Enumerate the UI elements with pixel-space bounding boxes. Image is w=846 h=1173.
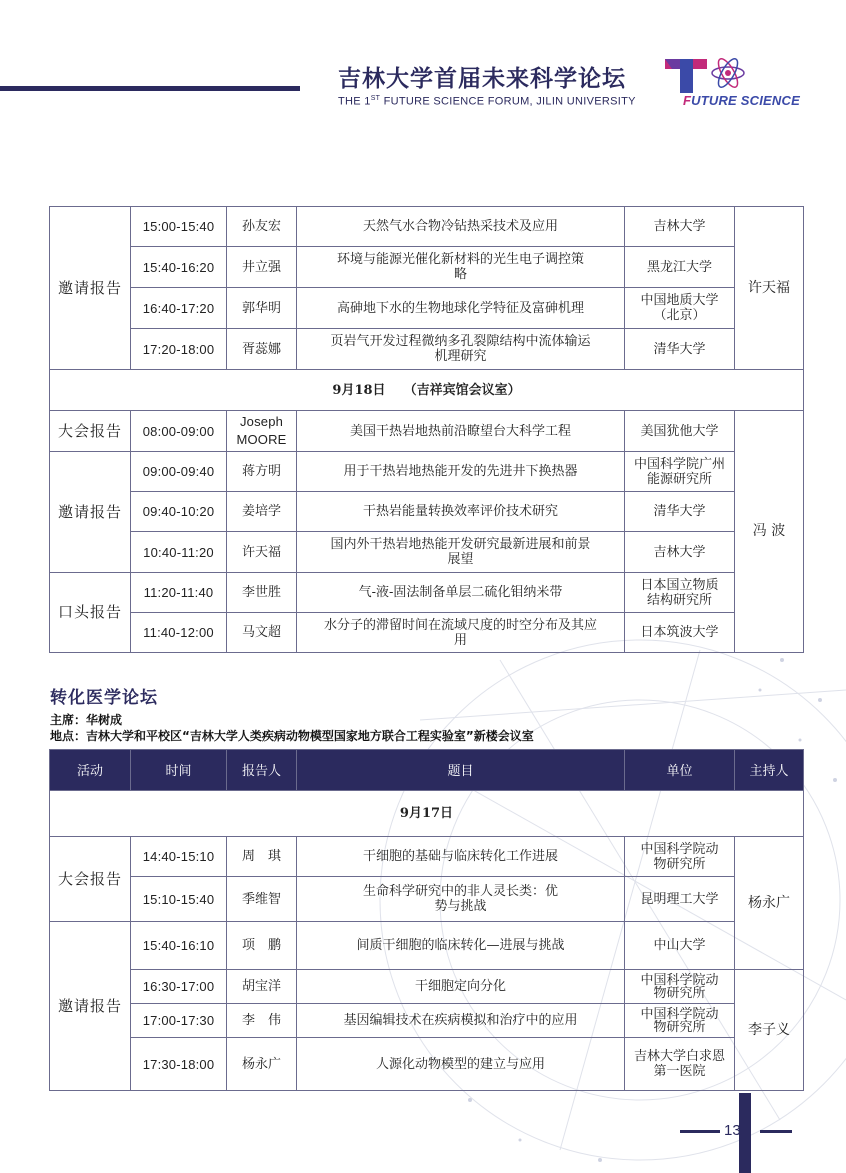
activity-cell: 大会报告 xyxy=(50,837,131,922)
header-accent-bar xyxy=(0,86,300,91)
table-row xyxy=(50,411,804,452)
date-row xyxy=(50,370,804,411)
section-chair: 主席：华树成 xyxy=(50,713,123,727)
unit-cell: 昆明理工大学 xyxy=(625,877,735,922)
speaker-cell: 郭华明 xyxy=(227,288,297,329)
unit-cell: 吉林大学白求恩第一医院 xyxy=(625,1038,735,1091)
topic-cell: 基因编辑技术在疾病模拟和治疗中的应用 xyxy=(297,1004,625,1038)
time-cell: 11:20-11:40 xyxy=(131,573,227,613)
time-cell: 17:20-18:00 xyxy=(131,329,227,370)
page-number-rule-right xyxy=(760,1130,792,1133)
time-cell: 16:40-17:20 xyxy=(131,288,227,329)
speaker-cell: 胥蕊娜 xyxy=(227,329,297,370)
host-cell: 许天福 xyxy=(735,207,804,370)
unit-cell: 日本国立物质结构研究所 xyxy=(625,573,735,613)
topic-cell: 高砷地下水的生物地球化学特征及富砷机理 xyxy=(297,288,625,329)
time-cell: 11:40-12:00 xyxy=(131,613,227,653)
topic-cell: 干细胞定向分化 xyxy=(297,970,625,1004)
host-cell: 冯 波 xyxy=(735,411,804,653)
forum-title: 吉林大学首届未来科学论坛 xyxy=(338,66,626,92)
topic-cell: 国内外干热岩地热能开发研究最新进展和前景展望 xyxy=(297,532,625,573)
time-cell: 14:40-15:10 xyxy=(131,837,227,877)
speaker-cell: 姜培学 xyxy=(227,492,297,532)
speaker-cell: 项 鹏 xyxy=(227,922,297,970)
speaker-cell: 蒋方明 xyxy=(227,452,297,492)
schedule-table-2 xyxy=(49,749,804,1091)
column-header: 活动 xyxy=(50,750,131,791)
logo-wordmark: FUTURE SCIENCE xyxy=(683,93,800,108)
unit-cell: 吉林大学 xyxy=(625,532,735,573)
footer-accent-bar xyxy=(739,1093,751,1173)
unit-cell: 中国科学院动物研究所 xyxy=(625,1004,735,1038)
unit-cell: 中山大学 xyxy=(625,922,735,970)
section-title: 转化医学论坛 xyxy=(50,688,158,708)
time-cell: 17:00-17:30 xyxy=(131,1004,227,1038)
date-label: 9月17日 xyxy=(50,791,804,837)
speaker-cell: 孙友宏 xyxy=(227,207,297,247)
activity-cell: 邀请报告 xyxy=(50,922,131,1091)
time-cell: 08:00-09:00 xyxy=(131,411,227,452)
topic-cell: 间质干细胞的临床转化—进展与挑战 xyxy=(297,922,625,970)
unit-cell: 清华大学 xyxy=(625,329,735,370)
time-cell: 15:40-16:10 xyxy=(131,922,227,970)
speaker-cell: 井立强 xyxy=(227,247,297,288)
unit-cell: 吉林大学 xyxy=(625,207,735,247)
speaker-cell: 李 伟 xyxy=(227,1004,297,1038)
unit-cell: 日本筑波大学 xyxy=(625,613,735,653)
unit-cell: 中国科学院动物研究所 xyxy=(625,837,735,877)
table-row xyxy=(50,247,804,288)
topic-cell: 生命科学研究中的非人灵长类：优势与挑战 xyxy=(297,877,625,922)
topic-cell: 美国干热岩地热前沿瞭望台大科学工程 xyxy=(297,411,625,452)
page-number: 13 xyxy=(724,1122,741,1139)
table-row xyxy=(50,877,804,922)
activity-cell: 大会报告 xyxy=(50,411,131,452)
table-row xyxy=(50,452,804,492)
speaker-cell: 许天福 xyxy=(227,532,297,573)
page-number-rule-left xyxy=(680,1130,720,1133)
time-cell: 15:00-15:40 xyxy=(131,207,227,247)
time-cell: 17:30-18:00 xyxy=(131,1038,227,1091)
time-cell: 10:40-11:20 xyxy=(131,532,227,573)
table-row xyxy=(50,492,804,532)
unit-cell: 清华大学 xyxy=(625,492,735,532)
topic-cell: 气-液-固法制备单层二硫化钼纳米带 xyxy=(297,573,625,613)
time-cell: 09:40-10:20 xyxy=(131,492,227,532)
unit-cell: 中国科学院广州能源研究所 xyxy=(625,452,735,492)
activity-cell: 口头报告 xyxy=(50,573,131,653)
table-row xyxy=(50,1004,804,1038)
speaker-cell: 季维智 xyxy=(227,877,297,922)
table-row xyxy=(50,922,804,970)
speaker-cell: 胡宝洋 xyxy=(227,970,297,1004)
unit-cell: 美国犹他大学 xyxy=(625,411,735,452)
table-row xyxy=(50,837,804,877)
topic-cell: 天然气水合物冷钻热采技术及应用 xyxy=(297,207,625,247)
unit-cell: 中国地质大学（北京） xyxy=(625,288,735,329)
table-row xyxy=(50,288,804,329)
time-cell: 15:40-16:20 xyxy=(131,247,227,288)
topic-cell: 用于干热岩地热能开发的先进井下换热器 xyxy=(297,452,625,492)
topic-cell: 干热岩能量转换效率评价技术研究 xyxy=(297,492,625,532)
host-cell: 杨永广 xyxy=(735,837,804,970)
table-row xyxy=(50,1038,804,1091)
speaker-cell: 杨永广 xyxy=(227,1038,297,1091)
table-row xyxy=(50,573,804,613)
column-header: 单位 xyxy=(625,750,735,791)
speaker-cell: Joseph MOORE xyxy=(227,411,297,452)
topic-cell: 人源化动物模型的建立与应用 xyxy=(297,1038,625,1091)
section-location: 地点：吉林大学和平校区“吉林大学人类疾病动物模型国家地方联合工程实验室”新楼会议室 xyxy=(50,729,534,743)
column-header: 报告人 xyxy=(227,750,297,791)
table-row xyxy=(50,613,804,653)
topic-cell: 水分子的滞留时间在流域尺度的时空分布及其应用 xyxy=(297,613,625,653)
table-row xyxy=(50,532,804,573)
column-header: 题目 xyxy=(297,750,625,791)
speaker-cell: 周 琪 xyxy=(227,837,297,877)
time-cell: 15:10-15:40 xyxy=(131,877,227,922)
forum-subtitle: THE 1ST FUTURE SCIENCE FORUM, JILIN UNIVERSITY xyxy=(338,95,636,108)
topic-cell: 干细胞的基础与临床转化工作进展 xyxy=(297,837,625,877)
table-row xyxy=(50,207,804,247)
venue-label: （吉祥宾馆会议室） xyxy=(403,382,521,398)
topic-cell: 环境与能源光催化新材料的光生电子调控策略 xyxy=(297,247,625,288)
table-row xyxy=(50,970,804,1004)
activity-cell: 邀请报告 xyxy=(50,452,131,573)
table-row xyxy=(50,329,804,370)
unit-cell: 黑龙江大学 xyxy=(625,247,735,288)
schedule-table-1 xyxy=(49,206,804,653)
activity-cell: 邀请报告 xyxy=(50,207,131,370)
date-label: 9月18日 xyxy=(332,382,386,398)
column-header: 时间 xyxy=(131,750,227,791)
topic-cell: 页岩气开发过程微纳多孔裂隙结构中流体输运机理研究 xyxy=(297,329,625,370)
time-cell: 16:30-17:00 xyxy=(131,970,227,1004)
host-cell: 李子义 xyxy=(735,970,804,1091)
time-cell: 09:00-09:40 xyxy=(131,452,227,492)
speaker-cell: 马文超 xyxy=(227,613,297,653)
table-header-row xyxy=(50,750,804,791)
date-row xyxy=(50,791,804,837)
unit-cell: 中国科学院动物研究所 xyxy=(625,970,735,1004)
speaker-cell: 李世胜 xyxy=(227,573,297,613)
column-header: 主持人 xyxy=(735,750,804,791)
